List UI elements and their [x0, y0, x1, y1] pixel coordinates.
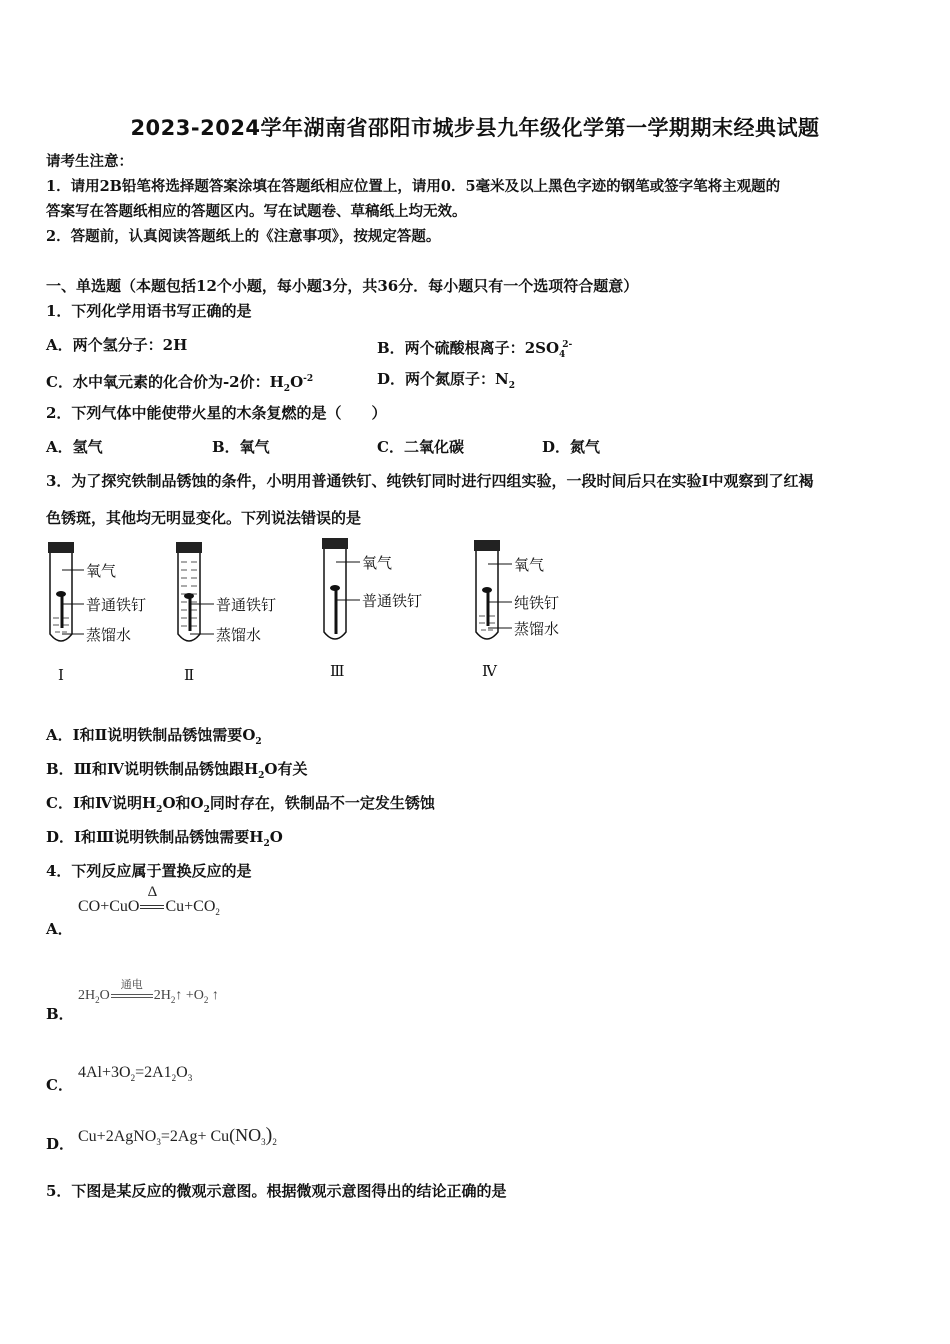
q1-c-sub: 2	[283, 384, 291, 394]
q4-b-sub3: 2	[203, 994, 209, 1005]
q1-stem: 1．下列化学用语书写正确的是	[46, 302, 252, 320]
tube-3-label: Ⅲ	[330, 664, 345, 680]
q1-c-text: C．水中氧元素的化合价为-2价：	[46, 373, 270, 391]
q3-d-text: D．Ⅰ和Ⅲ说明铁制品锈蚀需要	[46, 828, 250, 846]
q4-d-sub3: 2	[272, 1137, 277, 1148]
q4-a-condition	[139, 884, 165, 916]
q4-d-sub1: 3	[156, 1137, 161, 1148]
tube-1-nail-label: 普通铁钉	[86, 596, 147, 614]
q4-d-a: Cu+2AgNO	[78, 1128, 157, 1145]
tube-3	[322, 538, 422, 680]
q3-c-post: 同时存在，铁制品不一定发生锈蚀	[209, 794, 435, 812]
q4-option-a-equation	[78, 884, 220, 918]
tube-1-water-label: 蒸馏水	[86, 626, 132, 644]
tube-2-water-label: 蒸馏水	[216, 626, 262, 644]
q1-c-h: H	[269, 373, 284, 391]
q3-c-o: O	[190, 794, 204, 812]
q3-c-h: H	[141, 794, 157, 812]
q4-option-b-equation	[78, 978, 219, 1005]
q2-option-a: A．氢气	[46, 438, 103, 456]
section-heading: 一、单选题（本题包括12个小题，每小题3分，共36分．每小题只有一个选项符合题意）	[46, 277, 639, 295]
q3-c-sub1: 2	[156, 805, 163, 815]
notice-heading: 请考生注意：	[46, 153, 133, 170]
q4-c-sub2: 2	[171, 1073, 177, 1084]
q4-b-sub2: 2	[170, 994, 176, 1005]
q3-d-sub: 2	[263, 839, 270, 849]
q4-option-c-label: C．	[46, 1076, 73, 1094]
q3-c-text: C．Ⅰ和Ⅳ说明	[46, 794, 142, 812]
q3-d-post: O	[269, 828, 283, 846]
q4-c-a: 4Al+3O	[78, 1064, 131, 1081]
tube-4	[474, 540, 559, 680]
q4-option-d-label: D．	[46, 1135, 75, 1153]
q3-b-text: B．Ⅲ和Ⅳ说明铁制品锈蚀跟	[46, 760, 244, 778]
tube-3-nail-label: 普通铁钉	[362, 592, 423, 610]
q2-option-d: D．氮气	[542, 438, 601, 456]
q3-c-sub2: 2	[203, 805, 210, 815]
q3-a-o: O	[242, 726, 256, 744]
q1-a-text: A．两个氢分子：	[46, 336, 163, 354]
page-title: 2023-2024学年湖南省邵阳市城步县九年级化学第一学期期末经典试题	[130, 116, 820, 140]
q4-d-c: (NO	[229, 1125, 262, 1145]
q4-b-right3: ↑	[208, 988, 219, 1003]
q3-option-d	[46, 827, 283, 854]
q4-stem: 4．下列反应属于置换反应的是	[46, 862, 252, 880]
tube-1-stopper	[48, 542, 74, 553]
test-tube-figure	[40, 536, 600, 696]
q3-stem-line-1: 3．为了探究铁制品锈蚀的条件，小明用普通铁钉、纯铁钉同时进行四组实验，一段时间后只在实验Ⅰ中观察到了红褐	[46, 472, 814, 490]
q3-c-mid: O和	[162, 794, 191, 812]
tube-1-label: Ⅰ	[58, 668, 64, 684]
q3-a-text: A．Ⅰ和Ⅱ说明铁制品锈蚀需要	[46, 726, 243, 744]
q1-c-sup: -2	[303, 374, 314, 384]
q4-option-d-equation	[78, 1124, 277, 1147]
q1-option-a	[46, 335, 187, 355]
q1-d-text: D．两个氮原子：	[377, 370, 496, 388]
tube-4-stopper	[474, 540, 500, 551]
q3-option-c	[46, 793, 435, 820]
q4-a-right: Cu+CO	[165, 898, 216, 915]
q1-c-o: O	[290, 373, 304, 391]
tube-3-oxygen-label: 氧气	[362, 554, 393, 572]
q3-b-h: H	[243, 760, 259, 778]
notice-line-1b: 答案写在答题纸相应的答题区内。写在试题卷、草稿纸上均无效。	[46, 203, 467, 220]
q2-option-c: C．二氧化碳	[377, 438, 464, 456]
q4-option-a-label: A．	[46, 920, 73, 938]
q1-d-sub: 2	[508, 381, 515, 391]
q1-b-text: B．两个硫酸根离子：	[377, 339, 525, 357]
q4-b-left: 2H	[78, 988, 96, 1003]
q5-stem: 5．下图是某反应的微观示意图。根据微观示意图得出的结论正确的是	[46, 1182, 507, 1200]
tube-1	[48, 542, 146, 684]
tube-2-label: Ⅱ	[184, 668, 195, 684]
q3-option-b	[46, 759, 308, 786]
q1-option-c	[46, 369, 313, 399]
q2-option-b: B．氧气	[212, 438, 270, 456]
q4-c-b: =2A1	[135, 1064, 172, 1081]
q1-b-sup: 2-	[562, 340, 573, 350]
tube-1-oxygen-label: 氧气	[86, 562, 117, 580]
q4-c-c: O	[176, 1064, 188, 1081]
tube-3-stopper	[322, 538, 348, 549]
tube-4-water-label: 蒸馏水	[514, 620, 560, 638]
q3-b-post: O有关	[264, 760, 308, 778]
q4-option-b-label: B．	[46, 1005, 74, 1023]
q3-b-sub: 2	[258, 771, 265, 781]
q4-b-right2: ↑ +O	[175, 988, 204, 1003]
q1-option-b	[377, 335, 572, 365]
notice-line-2: 2．答题前，认真阅读答题纸上的《注意事项》，按规定答题。	[46, 228, 441, 245]
q4-b-condition	[110, 978, 154, 1004]
q4-option-c-equation	[78, 1064, 192, 1083]
q4-c-sub1: 2	[130, 1073, 136, 1084]
q1-d-n: N	[495, 370, 509, 388]
q3-d-h: H	[249, 828, 264, 846]
q4-d-sub2: 3	[261, 1137, 266, 1148]
q4-b-sub1: 2	[95, 994, 100, 1005]
q3-option-a	[46, 725, 262, 752]
q1-a-formula: 2H	[162, 336, 188, 354]
tube-4-oxygen-label: 氧气	[514, 556, 545, 574]
q4-b-cond-text: 通电	[120, 978, 143, 991]
notice-line-1: 1．请用2B铅笔将选择题答案涂填在答题纸相应位置上，请用0．5毫米及以上黑色字迹的钢笔或签字笔将主观题的	[46, 178, 781, 195]
q4-a-left: CO+CuO	[78, 898, 140, 915]
q1-b-sub: 4	[559, 350, 566, 360]
tube-2-nail-label: 普通铁钉	[216, 596, 277, 614]
q1-b-formula: 2SO	[524, 339, 560, 357]
q4-d-b: =2Ag+ Cu	[160, 1128, 230, 1145]
q4-b-right: 2H	[153, 988, 171, 1003]
q1-option-d	[377, 369, 515, 396]
tube-2	[176, 542, 276, 684]
q2-stem: 2．下列气体中能使带火星的木条复燃的是（ ）	[46, 404, 387, 422]
tube-4-nail-label: 纯铁钉	[514, 594, 560, 612]
q3-stem-line-2: 色锈斑，其他均无明显变化。下列说法错误的是	[46, 509, 362, 527]
q4-a-delta: Δ	[147, 884, 158, 900]
q4-d-d: )	[265, 1124, 273, 1146]
tube-2-stopper	[176, 542, 202, 553]
q4-c-sub3: 3	[187, 1073, 193, 1084]
tube-4-label: Ⅳ	[482, 664, 497, 680]
q3-a-sub: 2	[255, 737, 262, 747]
q4-a-sub: 2	[215, 907, 220, 918]
q4-b-left2: O	[99, 988, 110, 1003]
